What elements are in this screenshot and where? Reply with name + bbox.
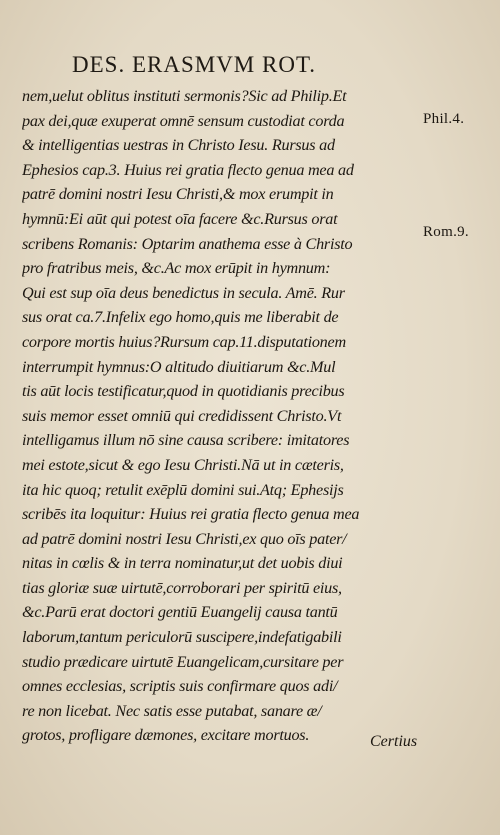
text-line: Ephesios cap.3. Huius rei gratia flecto genua mea ad [22,160,354,179]
text-line: grotos, profligare dæmones, excitare mortuos. [22,726,310,745]
text-line: scribēs ita loquitur: Huius rei gratia flecto genua mea [22,505,360,524]
marginal-note-phil: Phil.4. [423,111,465,127]
text-line: Qui est sup oīa deus benedictus in secula. Amē. Rur [22,283,345,302]
running-head: DES. ERASMVM ROT. [72,52,317,77]
text-line: re non licebat. Nec satis esse putabat, sanare æ/ [22,701,322,720]
text-line: scribens Romanis: Optarim anathema esse à Christo [22,234,353,253]
text-line: omnes ecclesias, scriptis suis confirmare quos adi/ [22,677,338,696]
text-line: pro fratribus meis, &c.Ac mox erūpit in hymnum: [22,259,331,278]
text-line: & intelligentias uestras in Christo Iesu. Rursus ad [22,136,335,155]
text-line: pax dei,quæ exuperat omnē sensum custodiat corda [22,111,345,130]
text-line: patrē domini nostri Iesu Christi,& mox erumpit in [22,185,334,204]
text-line: tis aūt locis testificatur,quod in quotidianis precibus [22,382,345,401]
text-line: intelligamus illum nō sine causa scribere: imitatores [22,431,350,450]
text-line: suis memor esset omniū qui credidissent Christo.Vt [22,406,342,425]
text-line: corpore mortis huius?Rursum cap.11.disputationem [22,332,346,351]
body-text [22,84,442,748]
text-line: mei estote,sicut & ego Iesu Christi.Nā ut in cæteris, [22,455,344,474]
text-line: ad patrē domini nostri Iesu Christi,ex quo oīs pater/ [22,529,347,548]
catchword: Certius [370,733,418,750]
text-line: sus orat ca.7.Infelix ego homo,quis me liberabit de [22,308,339,327]
text-line: tias gloriæ suæ uirtutē,corroborari per spiritū eius, [22,578,342,597]
text-line: studio prædicare uirtutē Euangelicam,cursitare per [22,652,344,671]
text-line: laborum,tantum periculorū suscipere,indefatigabili [22,628,342,647]
text-line: ita hic quoq; retulit exēplū domini sui.Atq; Ephesijs [22,480,344,499]
text-line: interrumpit hymnus:O altitudo diuitiarum &c.Mul [22,357,336,376]
text-line: hymnū:Ei aūt qui potest oīa facere &c.Rursus orat [22,209,338,228]
marginal-note-rom: Rom.9. [423,224,469,240]
text-line: &c.Parū erat doctori gentiū Euangelij causa tantū [22,603,338,622]
text-line: nem,uelut oblitus instituti sermonis?Sic ad Philip.Et [22,87,347,105]
text-line: nitas in cœlis & in terra nominatur,ut det uobis diui [22,554,343,573]
